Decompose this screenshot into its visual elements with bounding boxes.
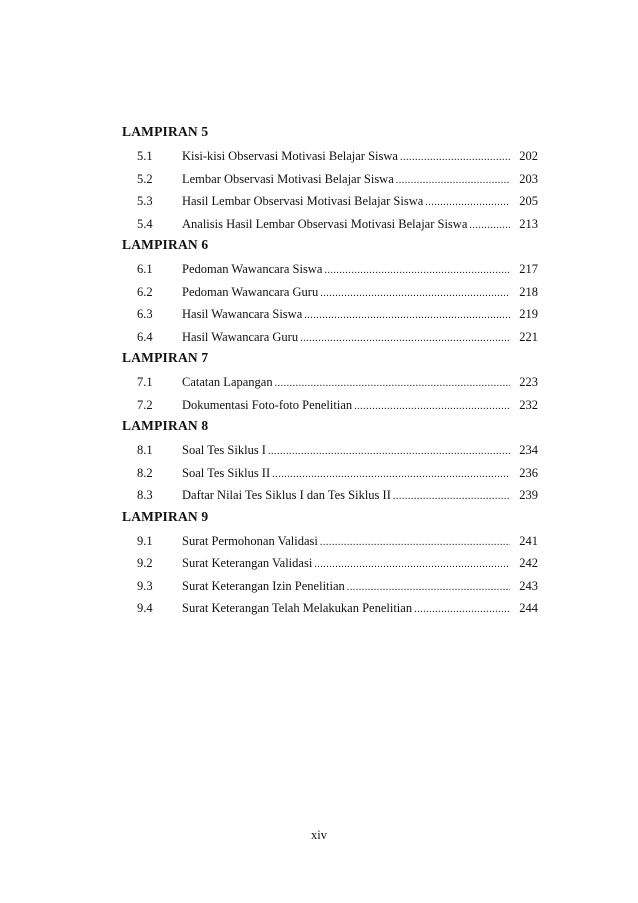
- entry-title: Lembar Observasi Motivasi Belajar Siswa: [182, 171, 394, 186]
- dot-leader: [425, 192, 510, 215]
- dot-leader: [275, 373, 510, 396]
- toc-entry: [122, 394, 538, 417]
- entry-number: 8.1: [137, 443, 153, 457]
- entry-title: Hasil Wawancara Guru: [182, 329, 299, 344]
- entry-number: 9.2: [137, 556, 153, 570]
- entry-page-number: 221: [519, 329, 538, 344]
- dot-leader: [400, 147, 510, 170]
- toc-section: [122, 507, 538, 620]
- dot-leader: [324, 260, 510, 283]
- entry-page-number: 244: [519, 601, 538, 615]
- entry-title-with-leader: [182, 484, 510, 509]
- entry-title-with-leader: [182, 575, 510, 600]
- entry-title-with-leader: [182, 326, 510, 351]
- entry-title: Hasil Lembar Observasi Motivasi Belajar Siswa: [182, 194, 424, 208]
- entry-page-number: 234: [519, 443, 538, 457]
- entry-title-with-leader: [182, 530, 510, 555]
- toc-entry: [122, 281, 538, 304]
- entry-number: 6.1: [137, 262, 153, 276]
- entry-title-with-leader: [182, 597, 510, 622]
- section-heading: LAMPIRAN 7: [122, 350, 209, 365]
- toc-entry: [122, 213, 538, 236]
- toc-entry: [122, 462, 538, 485]
- dot-leader: [268, 441, 510, 464]
- dot-leader: [272, 464, 510, 487]
- entry-title-with-leader: [182, 190, 510, 215]
- entry-number: 9.4: [137, 601, 153, 615]
- section-heading: LAMPIRAN 5: [122, 124, 209, 139]
- entry-title: Soal Tes Siklus I: [182, 443, 266, 457]
- entry-title-with-leader: [182, 145, 510, 170]
- toc-entry: [122, 575, 538, 598]
- toc-entry: [122, 552, 538, 575]
- entry-number: 6.4: [137, 329, 153, 344]
- toc-entry: [122, 484, 538, 507]
- section-heading: LAMPIRAN 9: [122, 508, 209, 524]
- toc-section: [122, 348, 538, 416]
- entry-title: Surat Permohonan Validasi: [182, 533, 318, 548]
- entry-page-number: 241: [519, 533, 538, 548]
- entry-title: Surat Keterangan Telah Melakukan Penelitian: [182, 601, 413, 615]
- toc-entry: [122, 190, 538, 213]
- entry-title: Dokumentasi Foto-foto Penelitian: [182, 397, 353, 412]
- toc-entry: [122, 303, 538, 326]
- entry-title: Catatan Lapangan: [182, 375, 273, 389]
- toc-entry: [122, 530, 538, 553]
- entry-page-number: 217: [519, 262, 538, 276]
- entry-title: Hasil Wawancara Siswa: [182, 307, 303, 321]
- dot-leader: [304, 305, 510, 328]
- dot-leader: [396, 170, 510, 193]
- dot-leader: [314, 554, 510, 577]
- toc-entry: [122, 168, 538, 191]
- toc-entry: [122, 439, 538, 462]
- entry-title-with-leader: [182, 303, 510, 328]
- entry-title-with-leader: [182, 439, 510, 464]
- entry-title-with-leader: [182, 213, 510, 238]
- entry-title: Surat Keterangan Validasi: [182, 556, 313, 570]
- toc-section: [122, 235, 538, 348]
- table-of-contents: [122, 122, 538, 620]
- entry-page-number: 223: [519, 375, 538, 389]
- section-heading: LAMPIRAN 6: [122, 237, 209, 252]
- entry-page-number: 219: [519, 307, 538, 321]
- dot-leader: [300, 328, 510, 351]
- entry-title: Daftar Nilai Tes Siklus I dan Tes Siklus II: [182, 488, 391, 502]
- toc-entry: [122, 258, 538, 281]
- dot-leader: [354, 396, 510, 419]
- toc-entry: [122, 597, 538, 620]
- dot-leader: [320, 532, 510, 555]
- entry-number: 9.3: [137, 578, 153, 593]
- entry-number: 8.3: [137, 488, 153, 502]
- entry-number: 5.1: [137, 149, 153, 163]
- entry-title-with-leader: [182, 462, 510, 487]
- page-number: xiv: [311, 828, 327, 842]
- entry-page-number: 205: [519, 194, 538, 208]
- entry-title: Pedoman Wawancara Siswa: [182, 262, 323, 276]
- entry-page-number: 213: [519, 216, 538, 231]
- entry-number: 6.2: [137, 284, 153, 299]
- dot-leader: [393, 486, 510, 509]
- section-heading: LAMPIRAN 8: [122, 418, 209, 433]
- entry-number: 7.2: [137, 397, 153, 412]
- entry-number: 5.3: [137, 194, 153, 208]
- entry-page-number: 232: [519, 397, 538, 412]
- entry-page-number: 239: [519, 488, 538, 502]
- toc-entry: [122, 326, 538, 349]
- entry-title-with-leader: [182, 258, 510, 283]
- entry-title-with-leader: [182, 552, 510, 577]
- toc-section: [122, 416, 538, 507]
- entry-page-number: 236: [519, 465, 538, 480]
- toc-entry: [122, 145, 538, 168]
- entry-title: Surat Keterangan Izin Penelitian: [182, 578, 345, 593]
- entry-page-number: 242: [519, 556, 538, 570]
- dot-leader: [320, 283, 510, 306]
- entry-title: Kisi-kisi Observasi Motivasi Belajar Siswa: [182, 149, 398, 163]
- toc-entry: [122, 371, 538, 394]
- entry-number: 5.4: [137, 216, 153, 231]
- entry-title-with-leader: [182, 371, 510, 396]
- dot-leader: [469, 215, 510, 238]
- toc-section: [122, 122, 538, 235]
- dot-leader: [414, 599, 510, 622]
- dot-leader: [347, 577, 510, 600]
- entry-number: 6.3: [137, 307, 153, 321]
- entry-page-number: 203: [519, 171, 538, 186]
- entry-number: 8.2: [137, 465, 153, 480]
- entry-title: Analisis Hasil Lembar Observasi Motivasi Belajar Siswa: [182, 216, 468, 231]
- entry-number: 5.2: [137, 171, 153, 186]
- entry-title-with-leader: [182, 394, 510, 419]
- entry-page-number: 243: [519, 578, 538, 593]
- entry-title-with-leader: [182, 281, 510, 306]
- entry-title-with-leader: [182, 168, 510, 193]
- entry-page-number: 218: [519, 284, 538, 299]
- entry-title: Soal Tes Siklus II: [182, 465, 271, 480]
- entry-title: Pedoman Wawancara Guru: [182, 284, 319, 299]
- entry-number: 9.1: [137, 533, 153, 548]
- entry-page-number: 202: [519, 149, 538, 163]
- entry-number: 7.1: [137, 375, 153, 389]
